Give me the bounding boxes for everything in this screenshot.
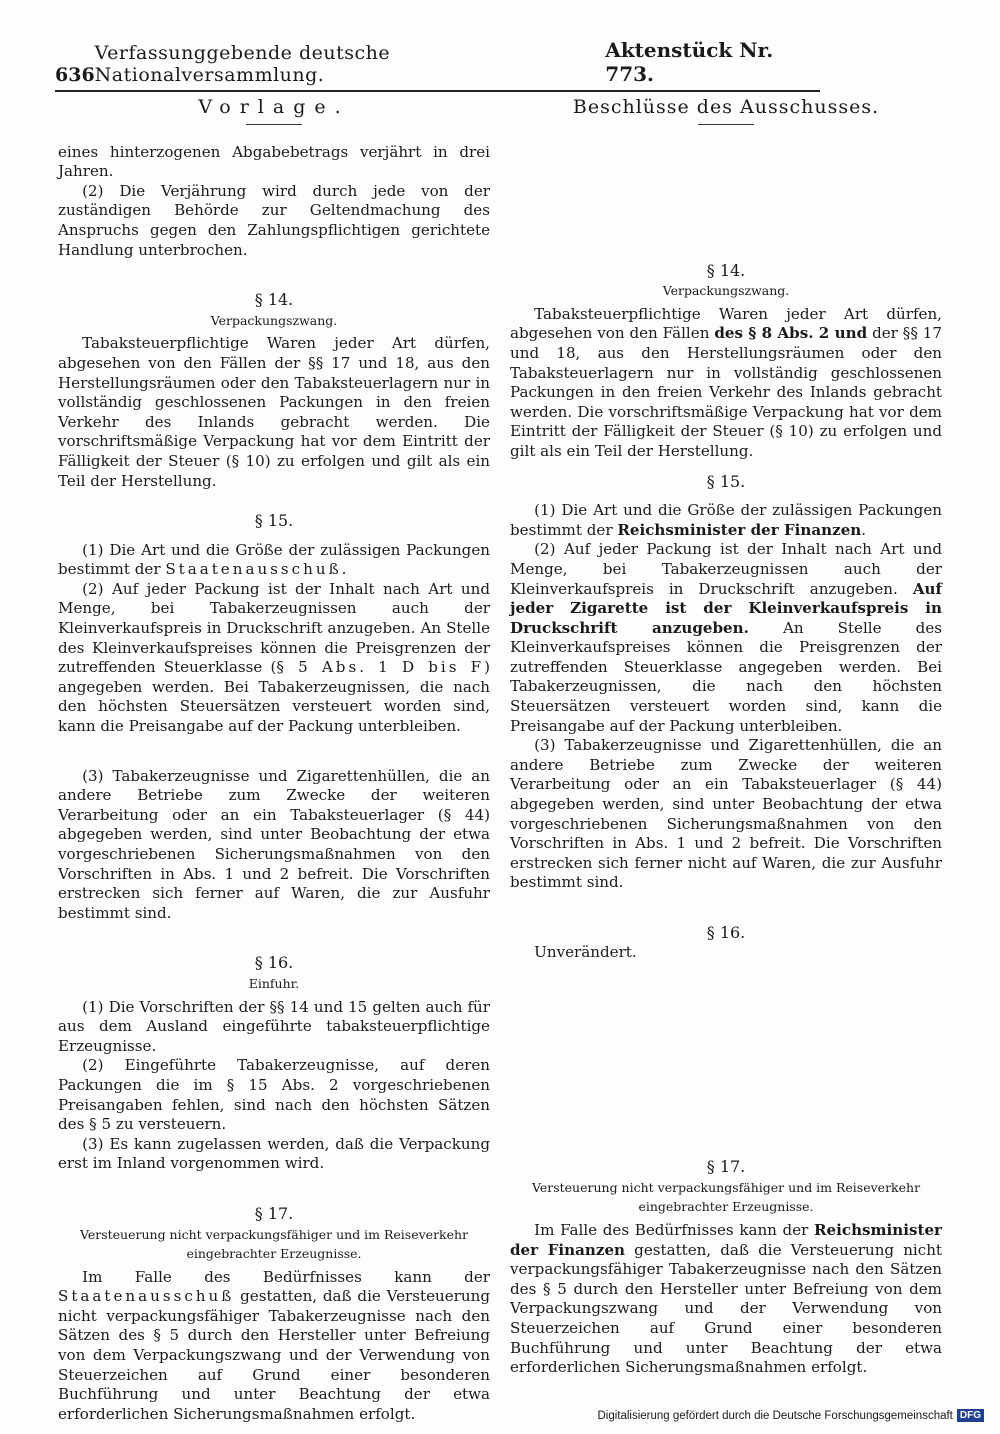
section-title: Verpackungszwang. <box>662 283 790 299</box>
section-heading: § 14. <box>254 290 294 310</box>
heading-rule <box>698 124 754 125</box>
right-column <box>510 96 942 1378</box>
paragraph: Im Falle des Bedürfnisses kann der Staatenausschuß gestatten, daß die Versteuerung nicht verpackungsfähiger Tabakerzeugnisse nach den Sätzen des § 5 durch den Hersteller unter Befreiung von dem Verpackungszwang und der Verwendung von Steuerzeichen auf Grund einer besonderen Buchführung und unter Beachtung der etwa erforderlichen Sicherungsmaßnahmen erfolgt. <box>58 1267 490 1423</box>
paragraph: Tabaksteuerpflichtige Waren jeder Art dürfen, abgesehen von den Fällen des § 8 Abs. 2 und der §§ 17 und 18, aus den Herstellungsräumen oder den Tabaksteuerlagern nur in vollständig geschlossenen Packungen in den freien Verkehr des Inlands gebracht werden. Die vorschriftsmäßige Verpackung hat vor dem Eintritt der Fälligkeit der Steuer (§ 10) zu erfolgen und gilt als ein Teil der Herstellung. <box>510 304 942 460</box>
section-heading: § 17. <box>706 1157 746 1177</box>
paragraph: (2) Eingeführte Tabakerzeugnisse, auf deren Packungen die im § 15 Abs. 2 vorgeschriebenen Preisangaben fehlen, sind nach den höchsten Sätzen des § 5 zu versteuern. <box>58 1056 490 1134</box>
paragraph: (1) Die Art und die Größe der zulässigen Packungen bestimmt der Reichsminister der Finanzen. <box>510 501 942 539</box>
publication-title: Verfassunggebende deutsche Nationalversammlung. <box>94 42 391 86</box>
paragraph: (2) Auf jeder Packung ist der Inhalt nach Art und Menge, bei Tabakerzeugnissen auch der Kleinverkaufspreis in Druckschrift anzugeben. An Stelle des Kleinverkaufspreises können die Preisgrenzen der zutreffenden Steuerklasse (§ 5 Abs. 1 D bis F) angegeben werden. Bei Tabakerzeugnissen, die nach den höchsten Steuersätzen versteuert worden sind, kann die Preisangabe auf der Packung unterbleiben. <box>58 579 490 736</box>
document-number: Aktenstück Nr. 773. <box>605 38 774 86</box>
paragraph: (1) Die Vorschriften der §§ 14 und 15 gelten auch für aus dem Ausland eingeführte tabaksteuerpflichtige Erzeugnisse. <box>58 997 490 1055</box>
paragraph: (3) Tabakerzeugnisse und Zigarettenhüllen, die an andere Betriebe zum Zwecke der weiteren Verarbeitung oder an ein Tabaksteuerlager (§ 44) abgegeben werden, sind unter Beobachtung der etwa vorgeschriebenen Sicherungsmaßnahmen von den Vorschriften in Abs. 1 und 2 befreit. Die Vorschriften erstrecken sich ferner nicht auf Waren, die zur Ausfuhr bestimmt sind. <box>510 736 942 892</box>
paragraph: Tabaksteuerpflichtige Waren jeder Art dürfen, abgesehen von den Fällen der §§ 17 und 18, aus den Herstellungsräumen oder den Tabaksteuerlagern nur in vollständig geschlossenen Packungen in den freien Verkehr des Inlands gebracht werden. Die vorschriftsmäßige Verpackung hat vor dem Eintritt der Fälligkeit der Steuer (§ 10) zu erfolgen und gilt als ein Teil der Herstellung. <box>58 334 490 490</box>
dfg-logo: DFG <box>957 1409 984 1422</box>
page-header <box>55 38 820 92</box>
section-title: Versteuerung nicht verpackungsfähiger und im Reiseverkehr eingebrachter Erzeugnisse. <box>531 1179 921 1215</box>
paragraph: (2) Die Verjährung wird durch jede von der zuständigen Behörde zur Geltendmachung des Anspruchs gegen den Zahlungspflichtigen gerichtete Handlung unterbrochen. <box>58 181 490 259</box>
paragraph: Unverändert. <box>534 942 637 961</box>
paragraph: (3) Tabakerzeugnisse und Zigarettenhüllen, die an andere Betriebe zum Zwecke der weiteren Verarbeitung oder an ein Tabaksteuerlager (§ 44) abgegeben werden, sind unter Beobachtung der etwa vorgeschriebenen Sicherungsmaßnahmen von den Vorschriften in Abs. 1 und 2 befreit. Die Vorschriften erstrecken sich ferner auf Waren, die zur Ausfuhr bestimmt sind. <box>58 766 490 922</box>
left-column-heading: Vorlage. <box>198 96 350 118</box>
section-title: Verpackungszwang. <box>210 312 338 328</box>
section-heading: § 17. <box>254 1203 294 1223</box>
section-title: Versteuerung nicht verpackungsfähiger und im Reiseverkehr eingebrachter Erzeugnisse. <box>79 1226 469 1262</box>
digitization-credit <box>597 1409 984 1422</box>
left-column <box>58 96 490 1424</box>
paragraph: (3) Es kann zugelassen werden, daß die Verpackung erst im Inland vorgenommen wird. <box>58 1134 490 1173</box>
section-heading: § 15. <box>254 511 294 531</box>
paragraph: (2) Auf jeder Packung ist der Inhalt nach Art und Menge, bei Tabakerzeugnissen auch der Kleinverkaufspreis in Druckschrift anzugeben. Auf jeder Zigarette ist der Kleinverkaufspreis in Druckschrift anzugeben. An Stelle des Kleinverkaufspreises können die Preisgrenzen der zutreffenden Steuerklasse angegeben werden. Bei Tabakerzeugnissen, die nach den höchsten Steuersätzen versteuert worden sind, kann die Preisangabe auf der Packung unterbleiben. <box>510 540 942 735</box>
page-number: 636 <box>55 64 95 86</box>
section-heading: § 14. <box>706 260 746 280</box>
section-heading: § 16. <box>706 923 746 942</box>
right-column-heading: Beschlüsse des Ausschusses. <box>572 96 880 118</box>
section-title: Einfuhr. <box>248 975 300 991</box>
paragraph: eines hinterzogenen Abgabebetrags verjährt in drei Jahren. <box>58 142 490 181</box>
heading-rule <box>246 124 302 125</box>
paragraph: (1) Die Art und die Größe der zulässigen Packungen bestimmt der Staatenausschuß. <box>58 540 490 579</box>
credit-text: Digitalisierung gefördert durch die Deutsche Forschungsgemeinschaft <box>597 1409 953 1422</box>
section-heading: § 15. <box>706 471 746 491</box>
paragraph: Im Falle des Bedürfnisses kann der Reichsminister der Finanzen gestatten, daß die Versteuerung nicht verpackungsfähiger Tabakerzeugnisse nach den Sätzen des § 5 durch den Hersteller unter Befreiung von dem Verpackungszwang und der Verwendung von Steuerzeichen auf Grund einer besonderen Buchführung und unter Beachtung der etwa erforderlichen Sicherungsmaßnahmen erfolgt. <box>510 1220 942 1377</box>
section-heading: § 16. <box>254 953 294 973</box>
